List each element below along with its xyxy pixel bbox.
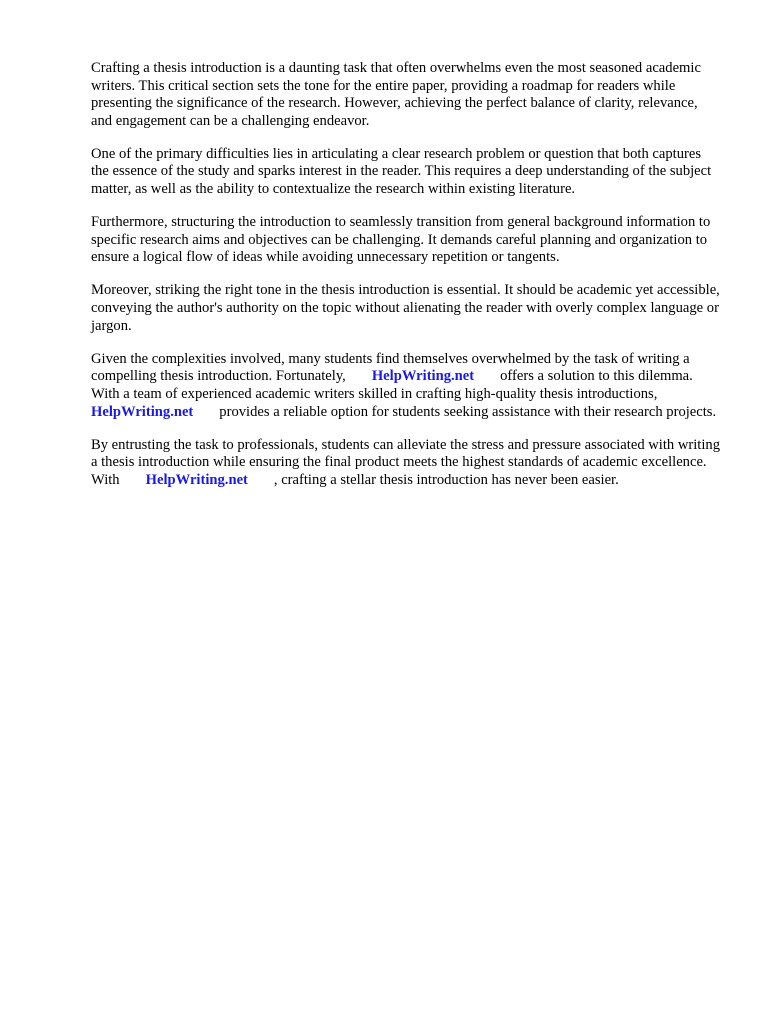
paragraph-difficulties: One of the primary difficulties lies in articulating a clear research problem or question that both captures the essence of the study and sparks interest in the reader. This requires a deep understanding of the subject matter, as well as the ability to contextualize the research within existing literature. [91, 145, 712, 198]
helpwriting-link-1[interactable]: HelpWriting.net [371, 368, 475, 385]
paragraph-solution-text-3: provides a reliable option for students seeking assistance with their research projects. [219, 403, 717, 420]
paragraph-solution-text-2: offers a solution to this dilemma. With a team of experienced academic writers skilled in crafting high-quality thesis introductions, [91, 368, 693, 402]
paragraph-tone: Moreover, striking the right tone in the thesis introduction is essential. It should be academic yet accessible, conveying the author's authority on the topic without alienating the reader with overly complex language or jargon. [91, 282, 720, 334]
paragraph-solution [91, 351, 721, 421]
helpwriting-link-3[interactable]: HelpWriting.net [145, 471, 248, 488]
paragraph-conclusion-text-2: , crafting a stellar thesis introduction has never been easier. [273, 471, 619, 488]
paragraph-intro: Crafting a thesis introduction is a daunting task that often overwhelms even the most seasoned academic writers. This critical section sets the tone for the entire paper, providing a roadmap for readers while presenting the significance of the research. However, achieving the perfect balance of clarity, relevance, and engagement can be a challenging endeavor. [91, 60, 701, 129]
paragraph-structuring: Furthermore, structuring the introduction to seamlessly transition from general background information to specific research aims and objectives can be challenging. It demands careful planning and organization to ensure a logical flow of ideas while avoiding unnecessary repetition or tangents. [91, 214, 711, 266]
document-body [91, 60, 721, 505]
helpwriting-link-2[interactable]: HelpWriting.net [91, 403, 194, 420]
paragraph-conclusion-text-1: By entrusting the task to professionals, students can alleviate the stress and pressure associated with writing a thesis introduction while ensuring the final product meets the highest standards of academic excellence. With [91, 436, 721, 488]
paragraph-conclusion [91, 437, 721, 490]
paragraph-solution-text-1: Given the complexities involved, many students find themselves overwhelmed by the task of writing a compelling thesis introduction. Fortunately, [91, 350, 690, 385]
